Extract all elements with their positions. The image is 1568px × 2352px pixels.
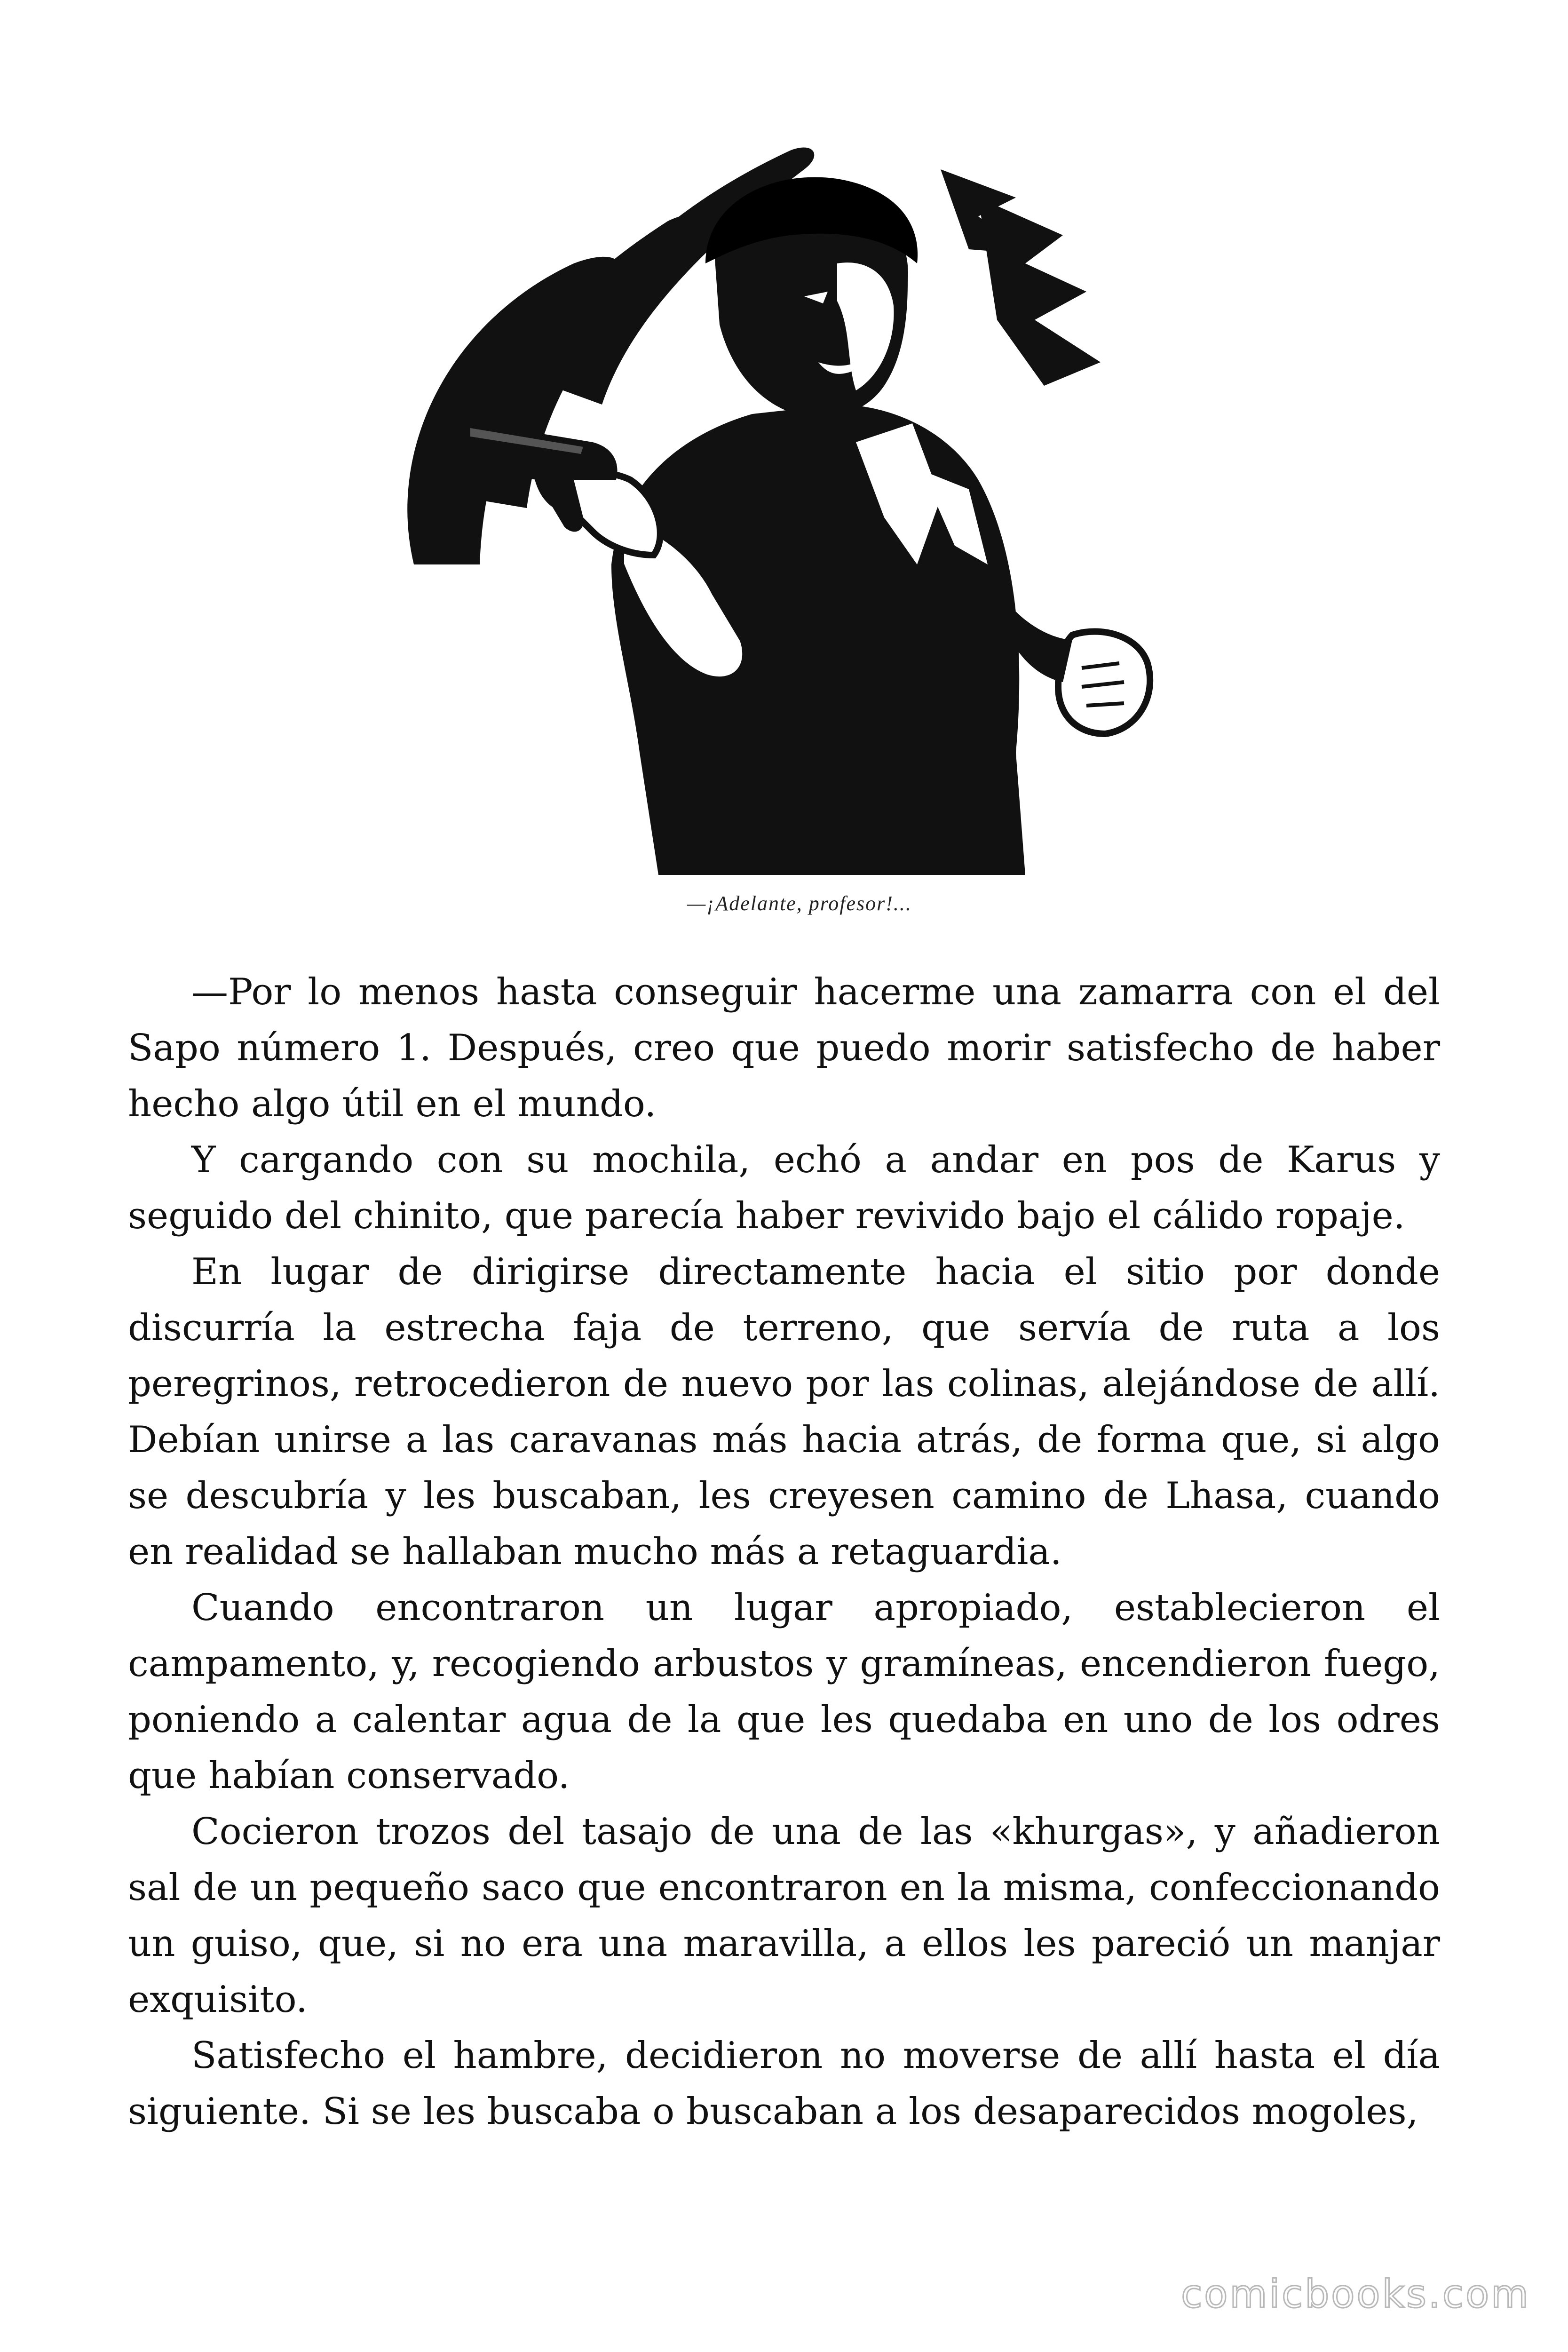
paragraph: Cocieron trozos del tasajo de una de las «khurgas», y añadieron sal de un pequeño saco que encontraron en la misma, confeccionando un guiso, que, si no era una maravilla, a ellos les pareció un manjar exquisito. — [128, 1811, 1440, 2021]
paragraph: Satisfecho el hambre, decidieron no moverse de allí hasta el día siguiente. Si se les buscaba o buscaban a los desaparecidos mogoles, — [128, 2034, 1440, 2133]
body-text — [128, 964, 1440, 2140]
paragraph: Y cargando con su mochila, echó a andar en pos de Karus y seguido del chinito, que parecía haber revivido bajo el cálido ropaje. — [128, 1139, 1440, 1237]
illustration-caption: —¡Adelante, profesor!... — [687, 892, 912, 915]
illustration-man-with-pistol — [329, 141, 1223, 884]
watermark: comicbooks.com — [1181, 2272, 1530, 2317]
paragraph: Cuando encontraron un lugar apropiado, establecieron el campamento, y, recogiendo arbustos y gramíneas, encendieron fuego, poniendo a calentar agua de la que les quedaba en uno de los odres que habían conservado. — [128, 1587, 1440, 1797]
paragraph: —Por lo menos hasta conseguir hacerme una zamarra con el del Sapo número 1. Después, creo que puedo morir satisfecho de haber hecho algo útil en el mundo. — [128, 971, 1440, 1125]
paragraph: En lugar de dirigirse directamente hacia el sitio por donde discurría la estrecha faja de terreno, que servía de ruta a los peregrinos, retrocedieron de nuevo por las colinas, alejándose de allí. Debían unirse a las caravanas más hacia atrás, de forma que, si algo se descubría y les buscaban, les creyesen camino de Lhasa, cuando en realidad se hallaban mucho más a retaguardia. — [128, 1251, 1440, 1573]
